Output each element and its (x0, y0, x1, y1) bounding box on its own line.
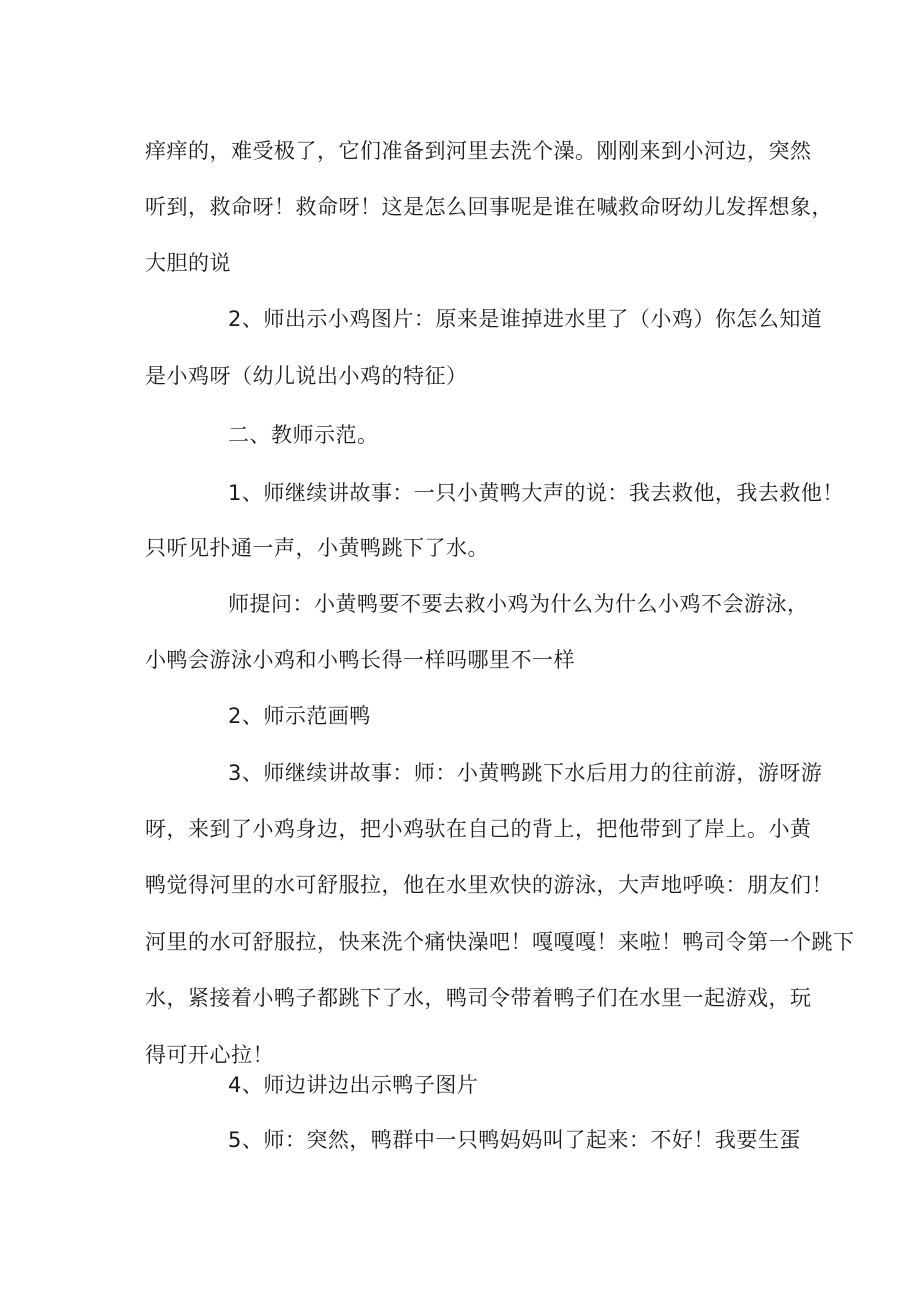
text-line: 2、师示范画鸭 (228, 704, 371, 728)
text-line: 1、师继续讲故事：一只小黄鸭大声的说：我去救他，我去救他！ (228, 481, 844, 505)
text-line: 2、师出示小鸡图片：原来是谁掉进水里了（小鸡）你怎么知道 (228, 307, 823, 331)
text-line: 小鸭会游泳小鸡和小鸭长得一样吗哪里不一样 (145, 648, 575, 672)
text-line: 水，紧接着小鸭子都跳下了水，鸭司令带着鸭子们在水里一起游戏，玩 (145, 986, 812, 1010)
section-heading: 二、教师示范。 (228, 423, 379, 447)
text-line: 只听见扑通一声，小黄鸭跳下了水。 (145, 536, 489, 560)
text-line: 是小鸡呀（幼儿说出小鸡的特征） (145, 364, 468, 388)
text-line: 3、师继续讲故事：师：小黄鸭跳下水后用力的往前游，游呀游 (228, 761, 823, 785)
text-line: 痒痒的，难受极了，它们准备到河里去洗个澡。刚刚来到小河边，突然 (145, 139, 812, 163)
text-line: 4、师边讲边出示鸭子图片 (228, 1073, 479, 1097)
text-line: 师提问：小黄鸭要不要去救小鸡为什么为什么小鸡不会游泳， (228, 592, 809, 616)
text-line: 河里的水可舒服拉，快来洗个痛快澡吧！嘎嘎嘎！来啦！鸭司令第一个跳下 (145, 930, 855, 954)
text-line: 鸭觉得河里的水可舒服拉，他在水里欢快的游泳，大声地呼唤：朋友们！ (145, 873, 833, 897)
text-line: 呀，来到了小鸡身边，把小鸡驮在自己的背上，把他带到了岸上。小黄 (145, 817, 812, 841)
text-line: 听到，救命呀！救命呀！这是怎么回事呢是谁在喊救命呀幼儿发挥想象， (145, 195, 833, 219)
text-line: 大胆的说 (145, 251, 231, 275)
text-line: 5、师：突然，鸭群中一只鸭妈妈叫了起来：不好！我要生蛋 (228, 1128, 801, 1152)
text-line: 得可开心拉！ (145, 1043, 274, 1067)
